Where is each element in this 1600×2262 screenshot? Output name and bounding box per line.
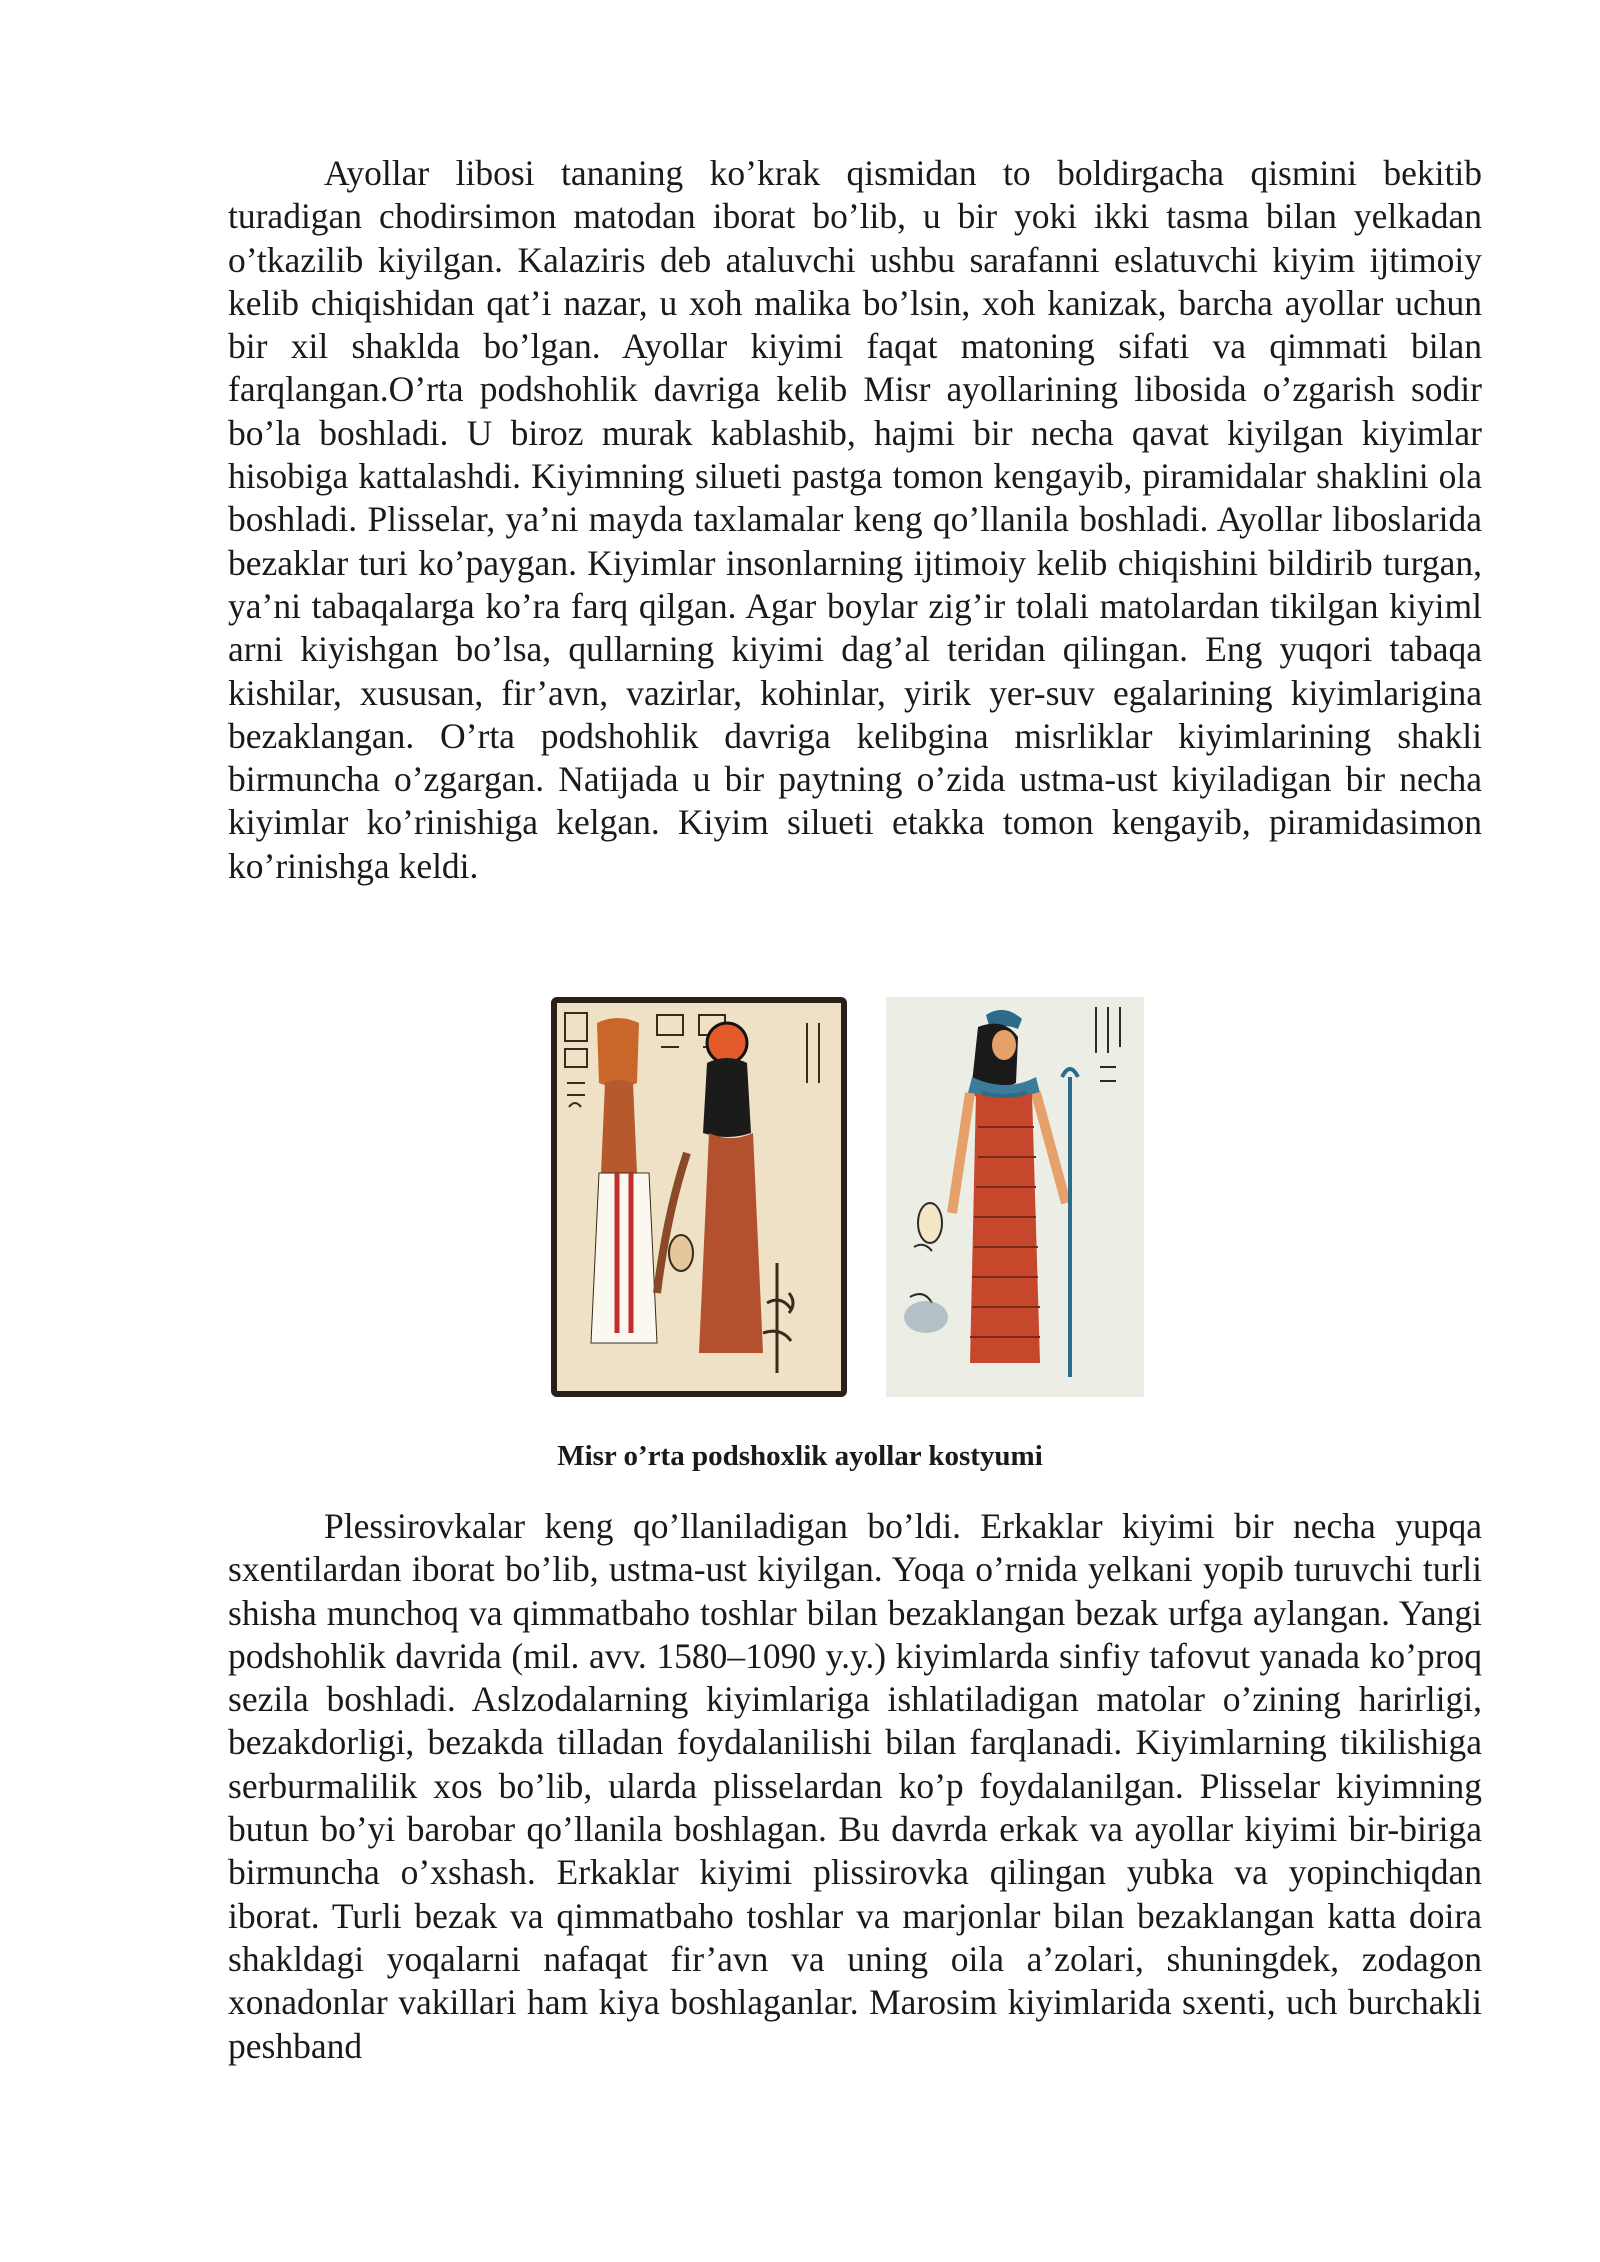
paragraph-1 [228,152,1482,888]
fresco-right-image [886,997,1144,1397]
fresco-left-illustration [557,1003,841,1391]
paragraph-1-text: Ayollar libosi tananing ko’krak qismidan to boldirgacha qismini bekitib turadigan chodirsimon matodan iborat bo’lib, u bir yoki ikki tasma bilan yelkadan o’tkazilib kiyilgan. Kalaziris deb ataluvchi ushbu sarafanni eslatuvchi kiyim ijtimoiy kelib chiqishidan qat’i nazar, u xoh malika bo’lsin, xoh kanizak, barcha ayollar uchun bir xil shaklda bo’lgan. Ayollar kiyimi faqat matoning sifati va qimmati bilan farqlangan.O’rta podshohlik davriga kelib Misr ayollarining libosida o’zgarish sodir bo’la boshladi. U biroz murak kablashib, hajmi bir necha qavat kiyilgan kiyimlar hisobiga kattalashdi. Kiyimning silueti pastga tomon kengayib, piramidalar shaklini ola boshladi. Plisselar, ya’ni mayda taxlamalar keng qo’llanila boshladi. Ayollar liboslarida bezaklar turi ko’paygan. Kiyimlar insonlarning ijtimoiy kelib chiqishini bildirib turgan, ya’ni tabaqalarga ko’ra farq qilgan. Agar boylar zig’ir tolali matolardan tikilgan kiyiml arni kiyishgan bo’lsa, qullarning kiyimi dag’al teridan qilingan. Eng yuqori tabaqa kishilar, xususan, fir’avn, vazirlar, kohinlar, yirik yer-suv egalarining kiyimlarigina bezaklangan. O’rta podshohlik davriga kelibgina misrliklar kiyimlarining shakli birmuncha o’zgargan. Natijada u bir paytning o’zida ustma-ust kiyiladigan bir necha kiyimlar ko’rinishiga kelgan. Kiyim silueti etakka tomon kengayib, piramidasimon ko’rinishga keldi. [228,153,1482,886]
egyptian-costume-figure [551,997,1144,1397]
paragraph-2 [228,1505,1482,2068]
fresco-right-illustration [886,997,1144,1397]
figure-caption: Misr o’rta podshoxlik ayollar kostyumi [557,1440,1043,1472]
paragraph-2-text: Plessirovkalar keng qo’llaniladigan bo’ldi. Erkaklar kiyimi bir necha yupqa sxentilardan iborat bo’lib, ustma-ust kiyilgan. Yoqa o’rnida yelkani yopib turuvchi turli shisha munchoq va qimmatbaho toshlar bilan bezaklangan bezak urfga aylangan. Yangi podshohlik davrida (mil. avv. 1580–1090 y.y.) kiyimlarda sinfiy tafovut yanada ko’proq sezila boshladi. Aslzodalarning kiyimlariga ishlatiladigan matolar o’zining harirligi, bezakdorligi, bezakda tilladan foydalanilishi bilan farqlanadi. Kiyimlarning tikilishiga serburmalilik xos bo’lib, ularda plisselardan ko’p foydalanilgan. Plisselar kiyimning butun bo’yi barobar qo’llanila boshlagan. Bu davrda erkak va ayollar kiyimi bir-biriga birmuncha o’xshash. Erkaklar kiyimi plissirovka qilingan yubka va yopinchiqdan iborat. Turli bezak va qimmatbaho toshlar va marjonlar bilan bezaklangan katta doira shakldagi yoqalarni nafaqat fir’avn va uning oila a’zolari, shuningdek, zodagon xonadonlar vakillari ham kiya boshlaganlar. Marosim kiyimlarida sxenti, uch burchakli peshband [228,1506,1482,2066]
fresco-left-image [551,997,847,1397]
